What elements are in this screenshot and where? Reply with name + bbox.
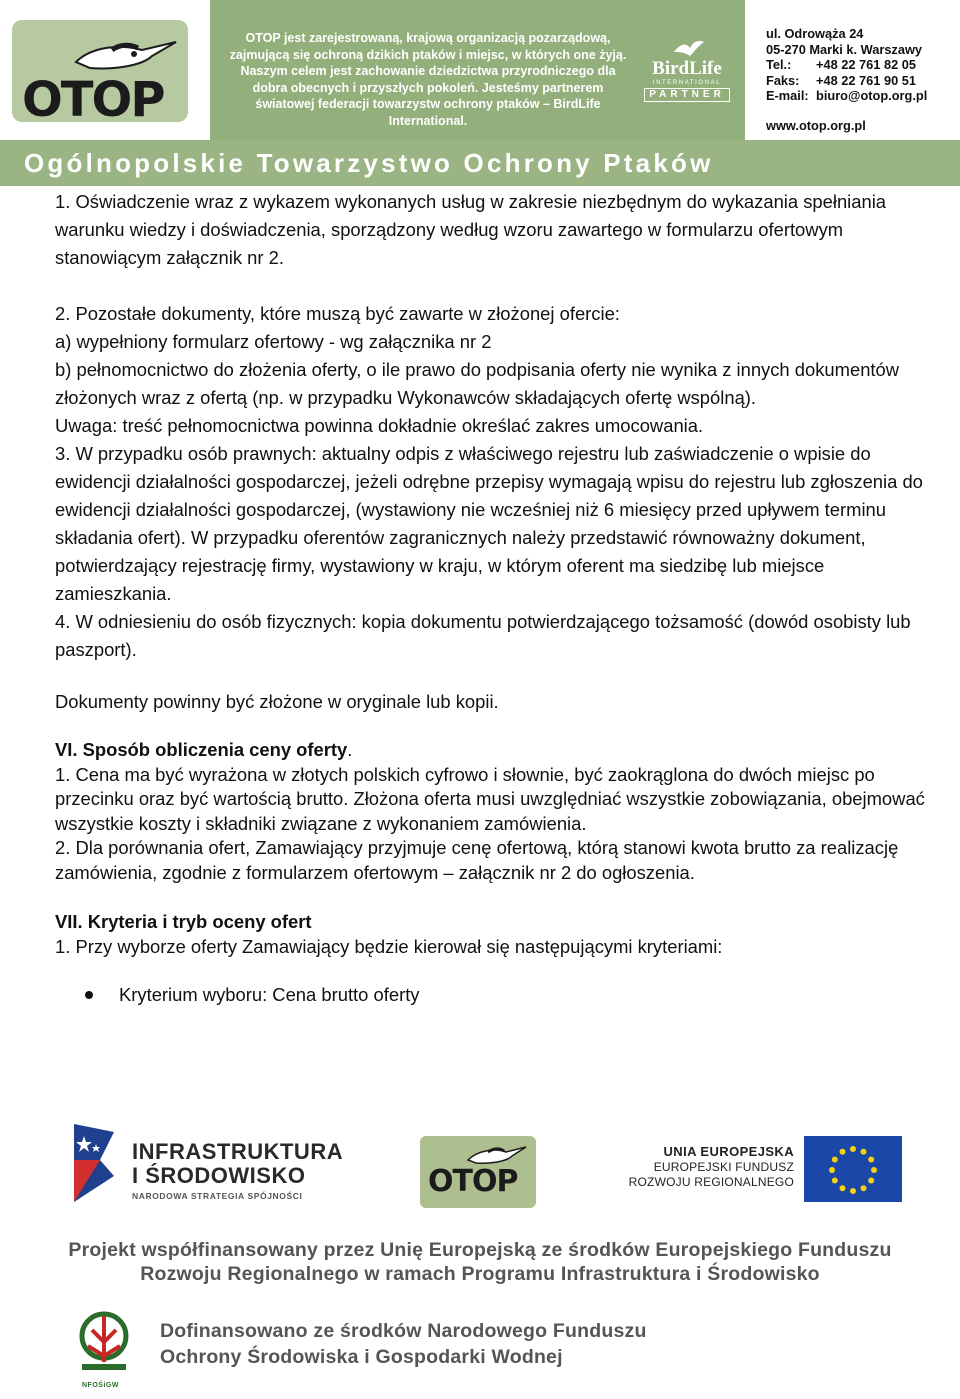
- paragraph-3: 3. W przypadku osób prawnych: aktualny odpis z właściwego rejestru lub zaświadczenie o wpisie do ewidencji działalności gospodarczej, jeżeli odrębne przepisy wymagają wpisu do rejestru lub zgłoszenia do ewidencji działalności gospodarczej, (wystawiony nie wcześniej niż 6 miesięcy przed upływem terminu składania ofert). W przypadku oferentów zagranicznych należy przedstawić równoważny dokument, potwierdzający rejestrację firmy, wystawiony w kraju, w którym oferent ma siedzibę lub miejsce zamieszkania.: [55, 443, 923, 604]
- project-cofinancing-note: [0, 1238, 960, 1286]
- otop-logo-text: OTOP: [22, 72, 164, 128]
- phone-row: [766, 57, 927, 73]
- project-line-2: Rozwoju Regionalnego w ramach Programu Infrastruktura i Środowisko: [140, 1263, 820, 1285]
- birdlife-name: BirdLife: [652, 58, 722, 79]
- phone-label: Tel.:: [766, 57, 792, 72]
- organization-name: Ogólnopolskie Towarzystwo Ochrony Ptaków: [24, 148, 714, 178]
- section-6-paragraph-2: 2. Dla porównania ofert, Zamawiający przyjmuje cenę ofertową, którą stanowi kwota brutto za realizację zamówienia, zgodnie z formularzem ofertowym – załącznik nr 2 do ogłoszenia.: [55, 837, 899, 883]
- birdlife-partner: PARTNER: [644, 88, 730, 102]
- otop-small-logo: [420, 1136, 536, 1208]
- address-street: ul. Odrowąża 24: [766, 26, 864, 41]
- birdlife-international: INTERNATIONAL: [652, 80, 722, 86]
- funding-footer: [0, 1110, 960, 1399]
- paragraph-2-note: Uwaga: treść pełnomocnictwa powinna dokładnie określać zakres umocowania.: [55, 415, 704, 436]
- fax-label: Faks:: [766, 72, 800, 88]
- birdlife-bird-icon: [672, 38, 706, 60]
- eu-flag-icon: [804, 1136, 902, 1202]
- infrastruktura-line-3: NARODOWA STRATEGIA SPÓJNOŚCI: [132, 1191, 303, 1201]
- infrastruktura-logo-text: [132, 1140, 343, 1201]
- paragraph-4: 4. W odniesieniu do osób fizycznych: kopia dokumentu potwierdzającego tożsamość (dowód osobisty lub paszport).: [55, 611, 911, 660]
- nfosigw-label: NFOŚiGW: [82, 1382, 119, 1389]
- letterhead: [0, 0, 960, 186]
- infrastruktura-line-1: INFRASTRUKTURA: [132, 1139, 344, 1164]
- paragraph-2b: b) pełnomocnictwo do złożenia oferty, o ile prawo do podpisania oferty nie wynika z innych dokumentów złożonych wraz z ofertą (np. w przypadku Wykonawców składających ofertę wspólną).: [55, 359, 900, 408]
- email-row: [766, 88, 927, 104]
- fax-value: +48 22 761 90 51: [816, 72, 916, 88]
- otop-small-logo-text: OTOP: [428, 1164, 518, 1199]
- eu-line-3: ROZWOJU REGIONALNEGO: [628, 1175, 794, 1189]
- list-item: [85, 981, 925, 1009]
- infrastruktura-flag-icon: [70, 1120, 116, 1206]
- project-line-1: Projekt współfinansowany przez Unię Europejską ze środków Europejskiego Funduszu: [68, 1239, 892, 1261]
- list-item-text: Kryterium wyboru: Cena brutto oferty: [119, 984, 420, 1005]
- website-link[interactable]: www.otop.org.pl: [766, 117, 866, 133]
- address-city: 05-270 Marki k. Warszawy: [766, 41, 923, 57]
- nfosigw-logo-icon: [78, 1306, 130, 1384]
- nfosigw-note: [160, 1318, 647, 1370]
- paragraph-documents: Dokumenty powinny być złożone w oryginale lub kopii.: [55, 691, 499, 712]
- organization-banner: [0, 140, 960, 186]
- document-body: [55, 188, 925, 1009]
- section-7-heading: VII. Kryteria i tryb oceny ofert: [55, 911, 312, 932]
- mission-panel: [210, 0, 745, 140]
- section-7-paragraph-1: 1. Przy wyborze oferty Zamawiający będzie kierował się następującymi kryteriami:: [55, 935, 723, 957]
- bullet-icon: [85, 991, 93, 999]
- fax-row: [766, 73, 927, 89]
- email-link[interactable]: biuro@otop.org.pl: [816, 88, 928, 103]
- section-6-dot: .: [347, 739, 353, 760]
- section-6-heading: [55, 738, 925, 763]
- eu-logo-text: [628, 1144, 794, 1190]
- paragraph-2-intro: 2. Pozostałe dokumenty, które muszą być zawarte w złożonej ofercie:: [55, 303, 620, 324]
- paragraph-2a: a) wypełniony formularz ofertowy - wg załącznika nr 2: [55, 331, 492, 352]
- mission-statement: OTOP jest zarejestrowaną, krajową organizacją pozarządową, zajmującą się ochroną dzikich ptaków i miejsc, w których one żyją. Naszym celem jest zachowanie dziedzictwa przyrodniczego dla dobra obecnych i przyszłych pokoleń. Jesteśmy partnerem światowej federacji towarzystw ochrony ptaków – BirdLife International.: [229, 31, 627, 128]
- eu-line-2: EUROPEJSKI FUNDUSZ: [653, 1160, 794, 1174]
- email-label: E-mail:: [766, 88, 809, 103]
- bird-icon: [72, 36, 180, 76]
- otop-logo: [12, 20, 188, 128]
- phone-value: +48 22 761 82 05: [816, 57, 916, 72]
- section-6-title: VI. Sposób obliczenia ceny oferty: [55, 739, 348, 760]
- contact-block: [766, 26, 927, 133]
- nfosigw-line-1: Dofinansowano ze środków Narodowego Funduszu: [160, 1320, 647, 1342]
- nfosigw-line-2: Ochrony Środowiska i Gospodarki Wodnej: [160, 1346, 563, 1368]
- birdlife-logo: [642, 38, 732, 106]
- section-6-paragraph-1: 1. Cena ma być wyrażona w złotych polskich cyfrowo i słownie, być zaokrąglona do dwóch miejsc po przecinku oraz być wartością brutto. Złożona oferta musi uwzględniać wszystkie zobowiązania, obejmować wszystkie koszty i składniki związane z wykonaniem zamówienia.: [55, 763, 925, 834]
- paragraph-1: 1. Oświadczenie wraz z wykazem wykonanych usług w zakresie niezbędnym do wykazania spełniania warunku wiedzy i doświadczenia, sporządzony według wzoru zawartego w formularzu ofertowym stanowiącym załącznik nr 2.: [55, 191, 887, 268]
- infrastruktura-line-2: I ŚRODOWISKO: [132, 1163, 306, 1188]
- eu-line-1: UNIA EUROPEJSKA: [663, 1144, 794, 1159]
